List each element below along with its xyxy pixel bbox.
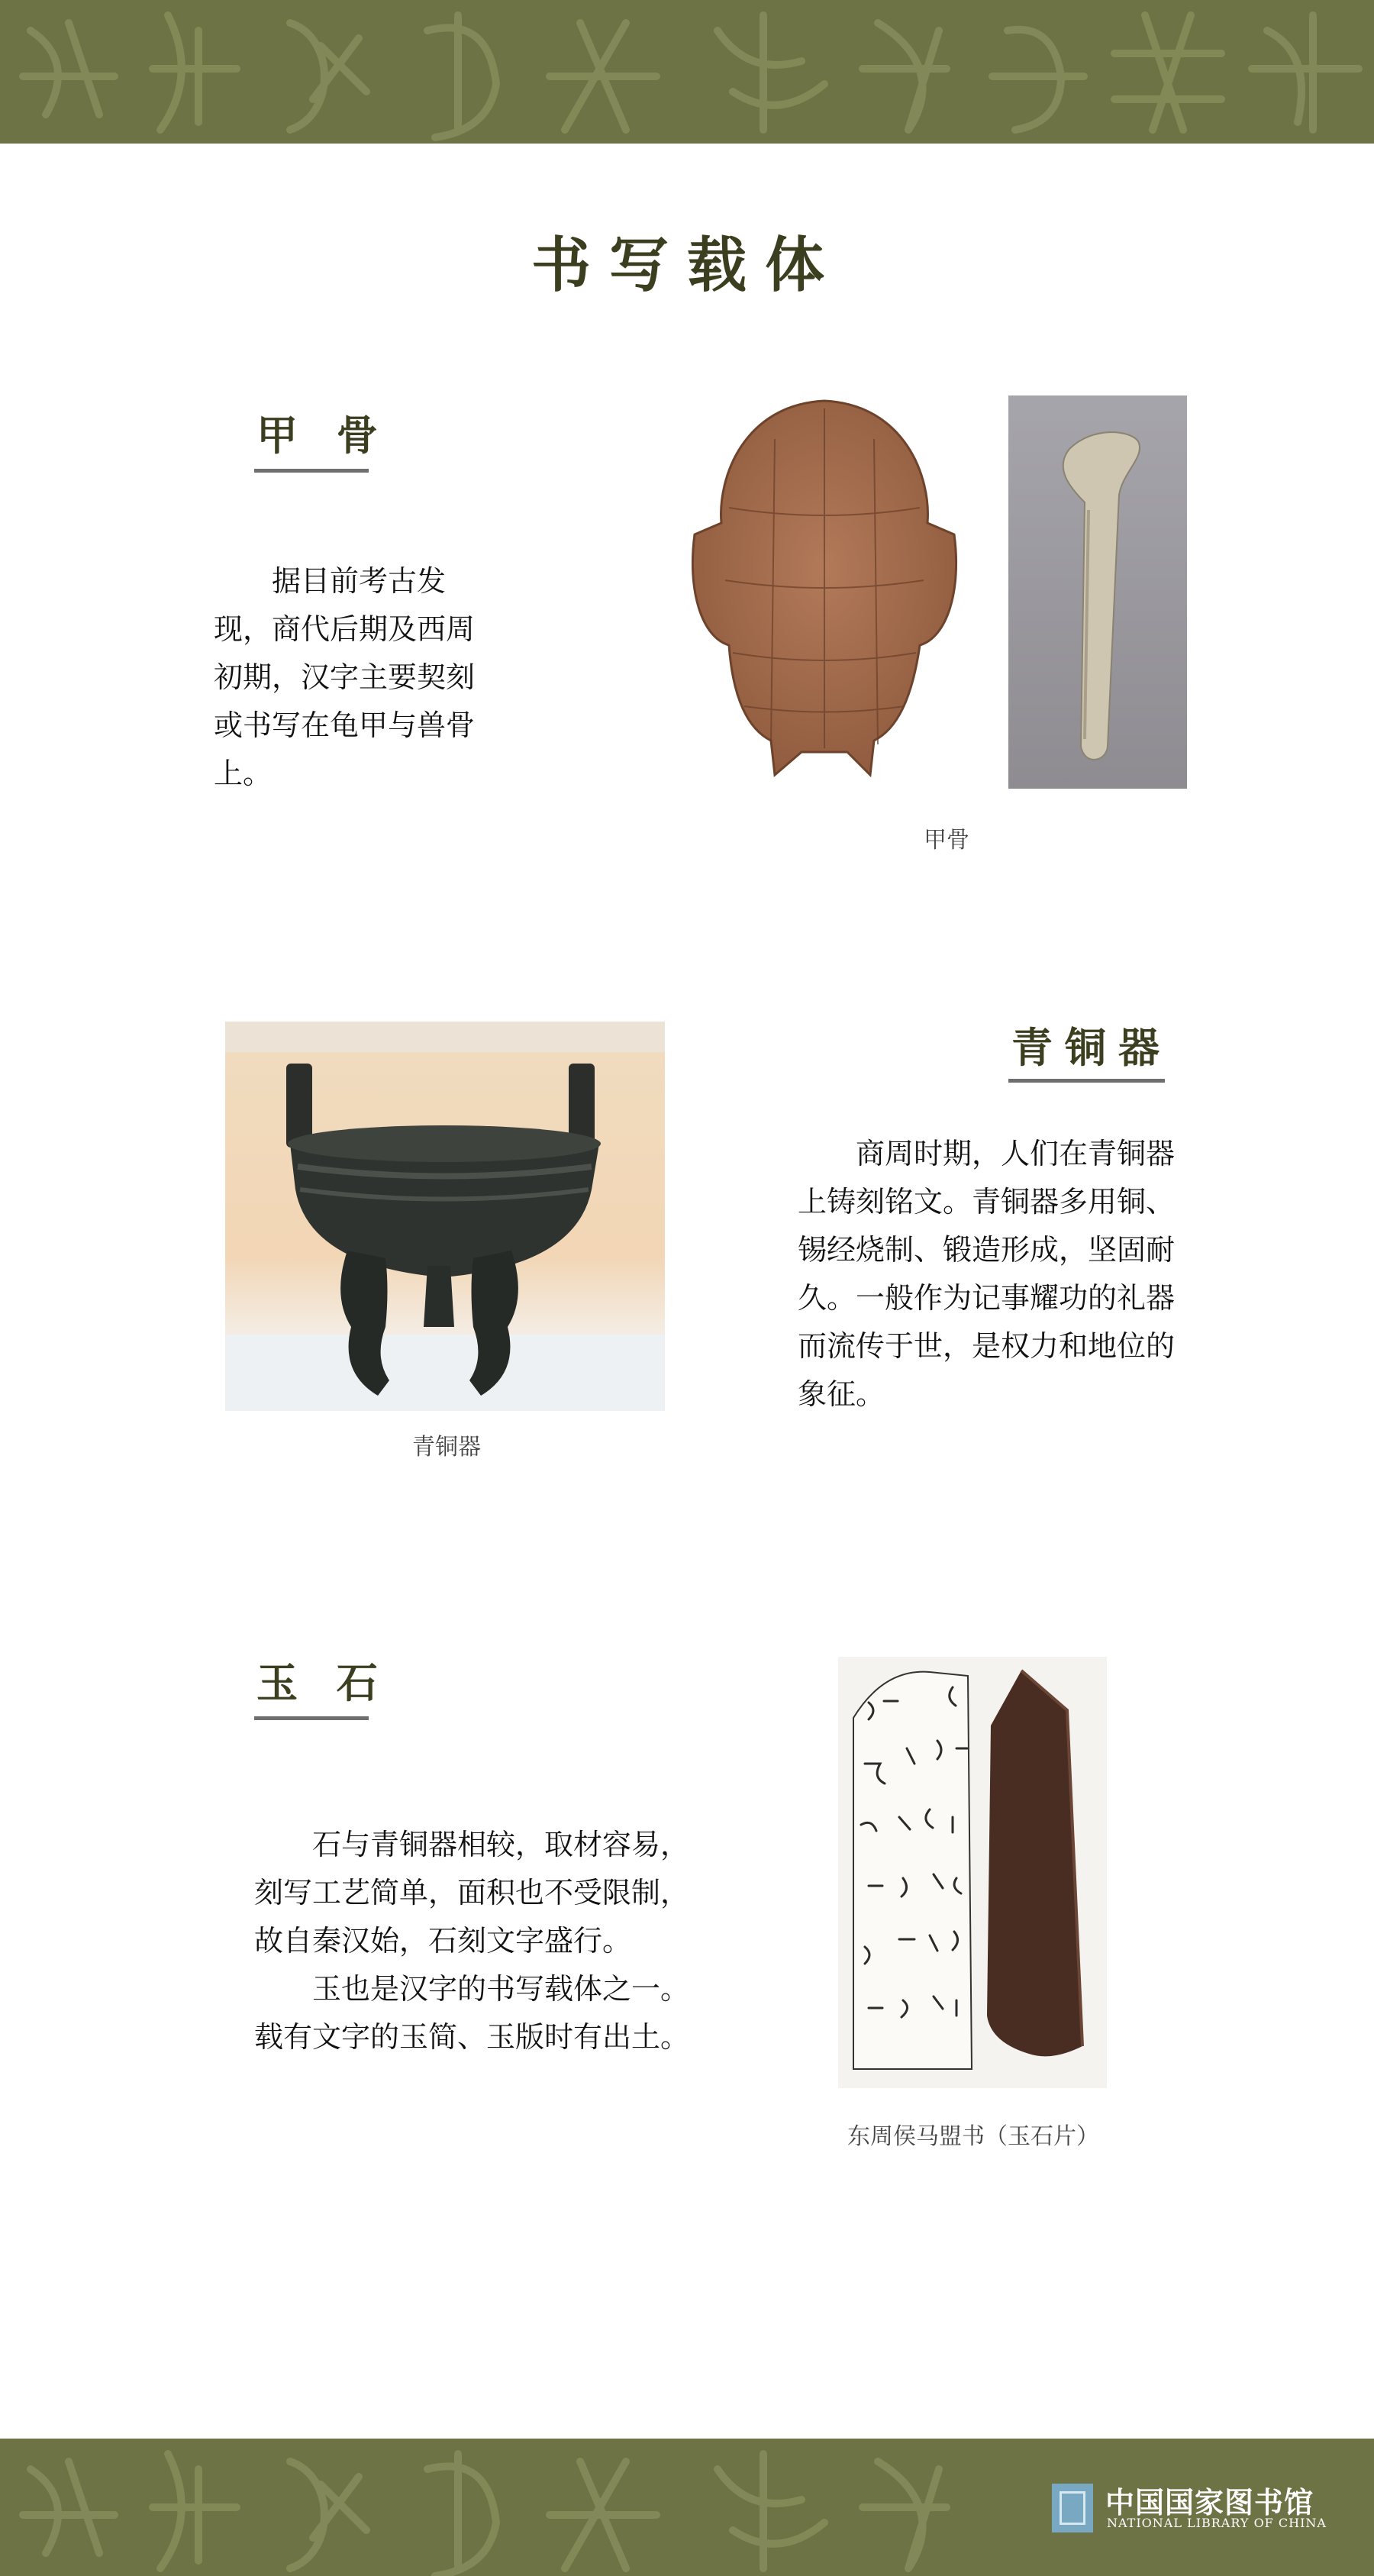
national-library-logo bbox=[1052, 2478, 1327, 2542]
animal-bone-image bbox=[1008, 395, 1187, 789]
section-heading-jade-stone: 玉 石 bbox=[256, 1658, 390, 1707]
section-heading-underline bbox=[254, 1716, 369, 1720]
houma-covenant-tablet-image bbox=[838, 1657, 1107, 2088]
calligraphy-pattern-icon bbox=[0, 0, 1374, 144]
paragraph: 商周时期，人们在青铜器上铸刻铭文。青铜器多用铜、锡经烧制、锻造形成，坚固耐久。一般作为记事耀功的礼器而流传于世，是权力和地位的象征。 bbox=[798, 1137, 1176, 1411]
paragraph: 石与青铜器相较，取材容易，刻写工艺简单，面积也不受限制，故自秦汉始，石刻文字盛行。 bbox=[254, 1828, 690, 1958]
library-seal-icon bbox=[1052, 2484, 1093, 2532]
turtle-shell-image bbox=[683, 393, 966, 783]
image-caption-oracle-bone: 甲骨 bbox=[924, 827, 969, 854]
paragraph: 玉也是汉字的书写载体之一。载有文字的玉简、玉版时有出土。 bbox=[254, 1972, 690, 2054]
image-caption-jade-stone: 东周侯马盟书（玉石片） bbox=[847, 2123, 1099, 2150]
section-heading-underline bbox=[1008, 1079, 1165, 1083]
section-text-jade-stone bbox=[254, 1821, 716, 2061]
section-text-oracle-bone bbox=[214, 557, 492, 798]
bronze-vessel-image bbox=[225, 1022, 665, 1411]
section-text-bronze bbox=[798, 1130, 1191, 1419]
paragraph: 据目前考古发现，商代后期及西周初期，汉字主要契刻或书写在龟甲与兽骨上。 bbox=[214, 564, 476, 790]
image-caption-bronze: 青铜器 bbox=[412, 1434, 481, 1461]
section-heading-underline bbox=[254, 469, 369, 473]
top-decorative-band bbox=[0, 0, 1374, 144]
section-heading-oracle-bone: 甲 骨 bbox=[256, 411, 390, 460]
logo-chinese-name: 中国国家图书馆 bbox=[1105, 2485, 1314, 2520]
logo-english-name: NATIONAL LIBRARY OF CHINA bbox=[1107, 2516, 1327, 2530]
section-heading-bronze: 青铜器 bbox=[1011, 1023, 1172, 1072]
page-title: 书写载体 bbox=[531, 231, 843, 300]
